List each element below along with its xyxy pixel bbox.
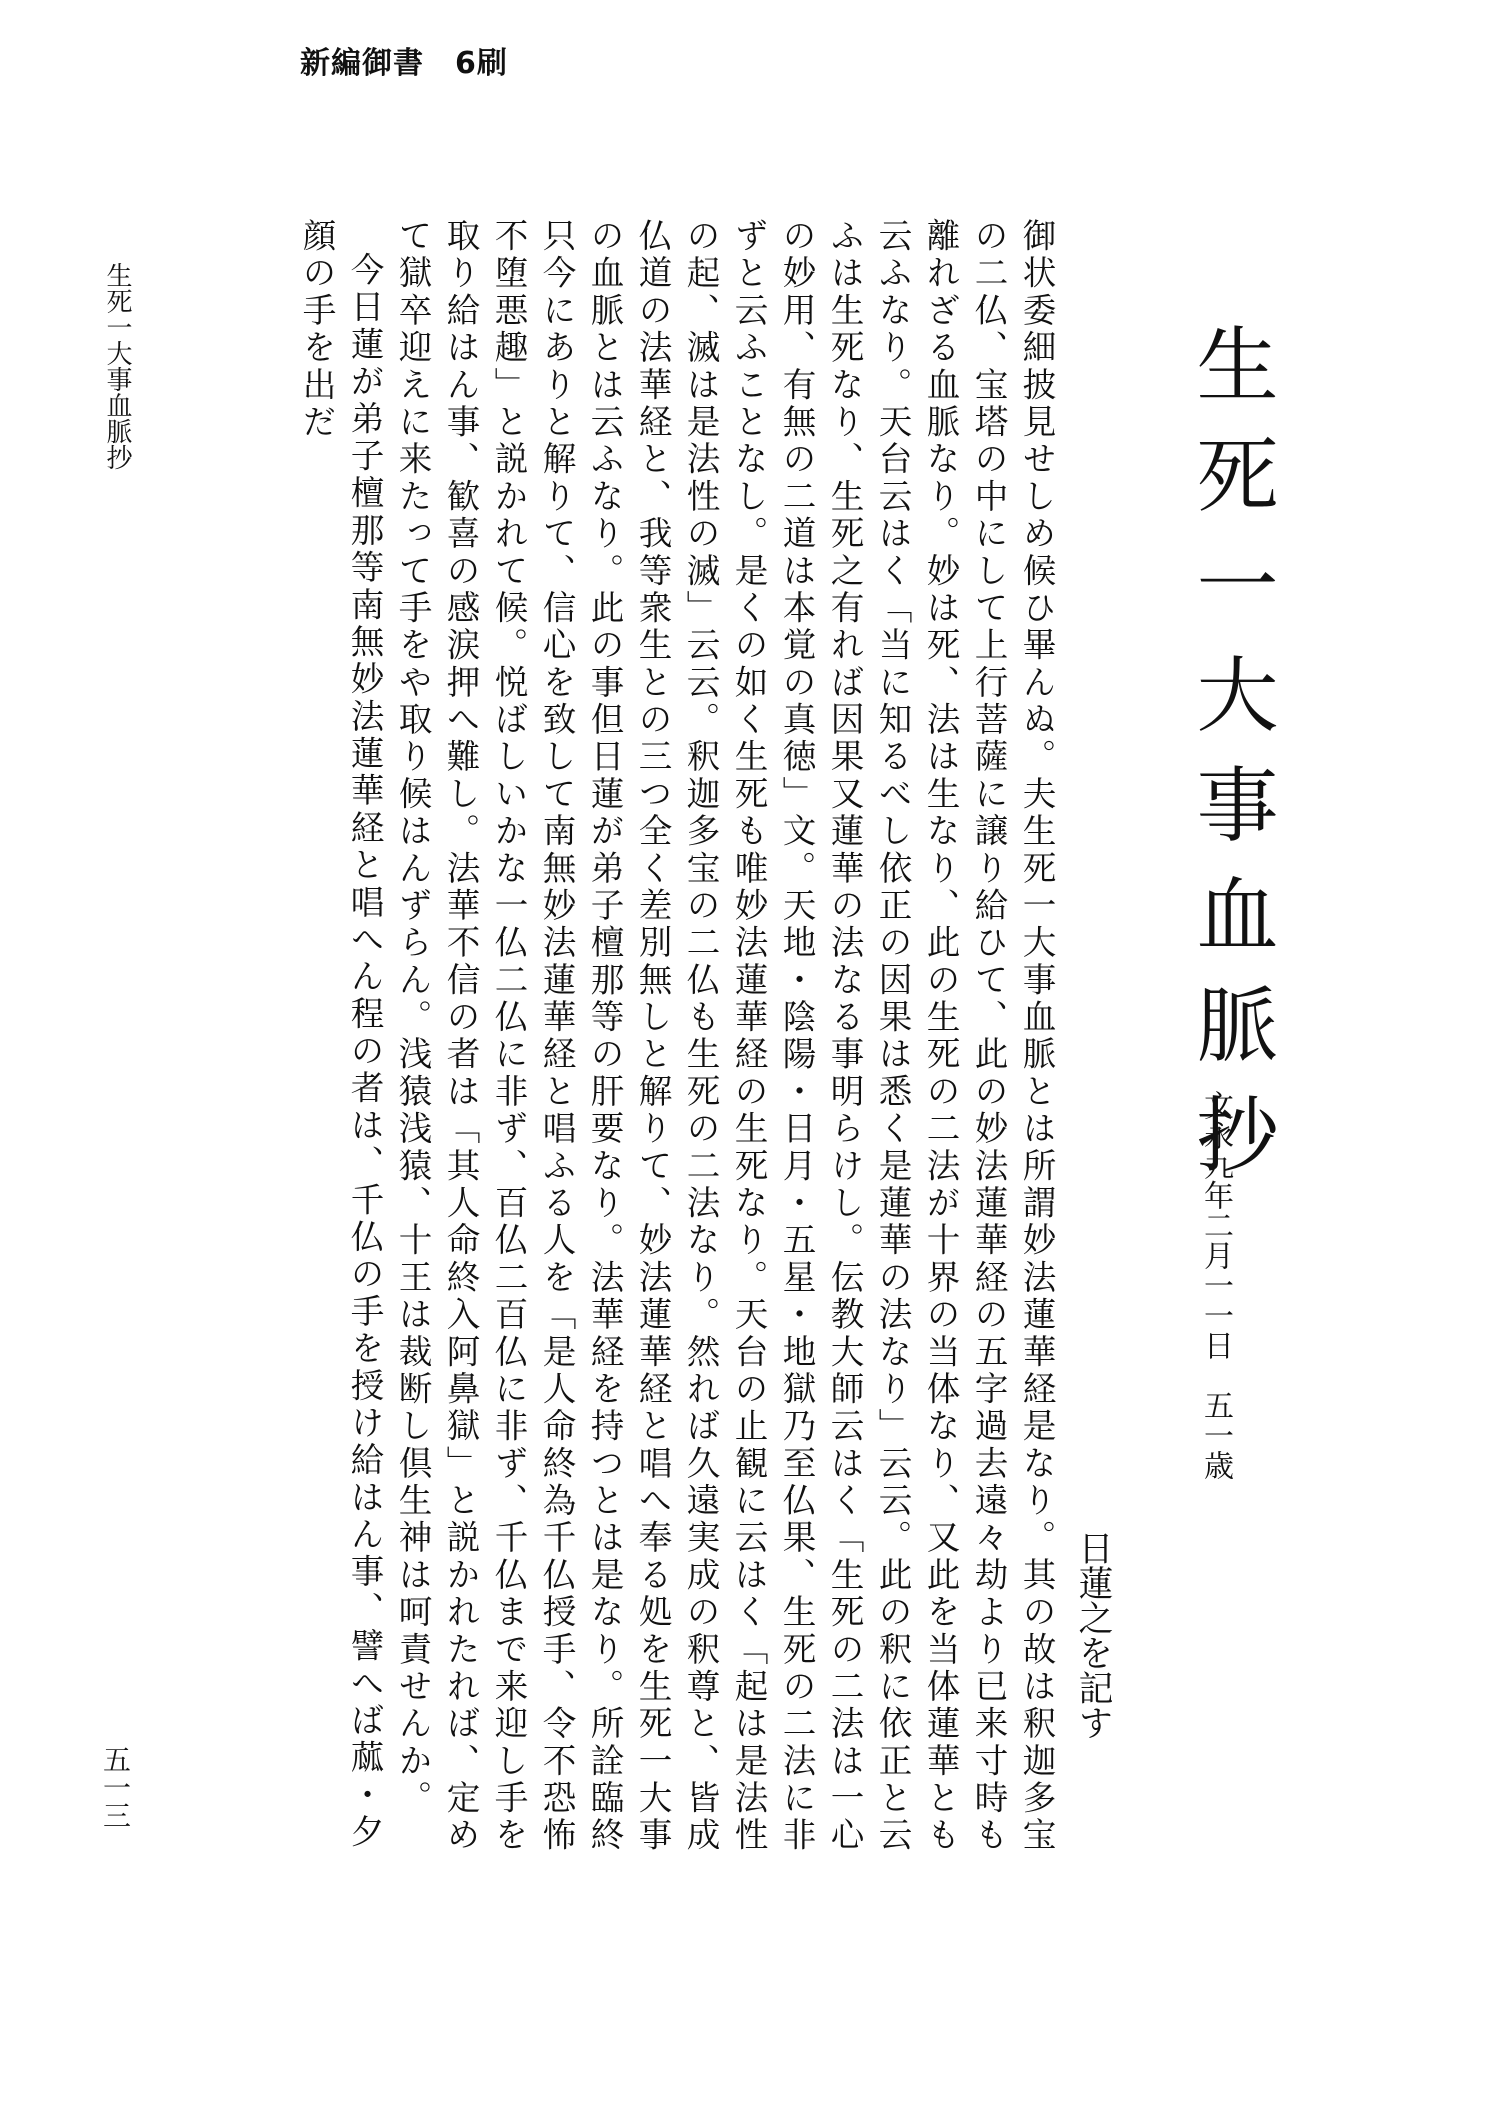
work-title: 生死一大事血脈抄 bbox=[1183, 322, 1278, 1202]
author-line: 日蓮之を記す bbox=[1073, 1530, 1113, 1740]
edition-label: 新編御書 6刷 bbox=[300, 46, 508, 81]
body-paragraph: 今日蓮が弟子檀那等南無妙法蓮華経と唱へん程の者は、千仏の手を授け給はん事、譬へば蓏・夕顔の手を出だ bbox=[297, 218, 384, 1851]
page-number: 五一三 bbox=[99, 1745, 132, 1829]
body-text bbox=[230, 218, 1060, 1883]
running-title: 生死一大事血脈抄 bbox=[102, 262, 132, 470]
body-paragraph: 御状委細披見せしめ候ひ畢んぬ。夫生死一大事血脈とは所謂妙法蓮華経是なり。其の故は釈迦多宝の二仏、宝塔の中にして上行菩薩に譲り給ひて、此の妙法蓮華経の五字過去遠々劫より已来寸時も離れざる血脈なり。妙は死、法は生なり、此の生死の二法が十界の当体なり、又此を当体蓮華とも云ふなり。天台云はく「当に知るべし依正の因果は悉く是蓮華の法なり」云云。此の釈に依正と云ふは生死なり、生死之有れば因果又蓮華の法なる事明らけし。伝教大師云はく「生死の二法は一心の妙用、有無の二道は本覚の真徳」文。天地・陰陽・日月・五星・地獄乃至仏果、生死の二法に非ずと云ふことなし。是くの如く生死も唯妙法蓮華経の生死なり。天台の止観に云はく「起は是法性の起、滅は是法性の滅」云云。釈迦多宝の二仏も生死の二法なり。然れば久遠実成の釈尊と、皆成仏道の法華経と、我等衆生との三つ全く差別無しと解りて、妙法蓮華経と唱へ奉る処を生死一大事の血脈とは云ふなり。此の事但日蓮が弟子檀那等の肝要なり。法華経を持つとは是なり。所詮臨終只今にありと解りて、信心を致して南無妙法蓮華経と唱ふる人を「是人命終為千仏授手、令不恐怖不堕悪趣」と説かれて候。悦ばしいかな一仏二仏に非ず、百仏二百仏に非ず、千仏まで来迎し手を取り給はん事、歓喜の感涙押へ難し。法華不信の者は「其人命終入阿鼻獄」と説かれたれば、定めて獄卒迎えに来たって手をや取り候はんずらん。浅猿浅猿、十王は裁断し倶生神は呵責せんか。 bbox=[393, 218, 1056, 1855]
date-line: 文永九年二月一一日 五一歳 bbox=[1198, 1090, 1233, 1480]
